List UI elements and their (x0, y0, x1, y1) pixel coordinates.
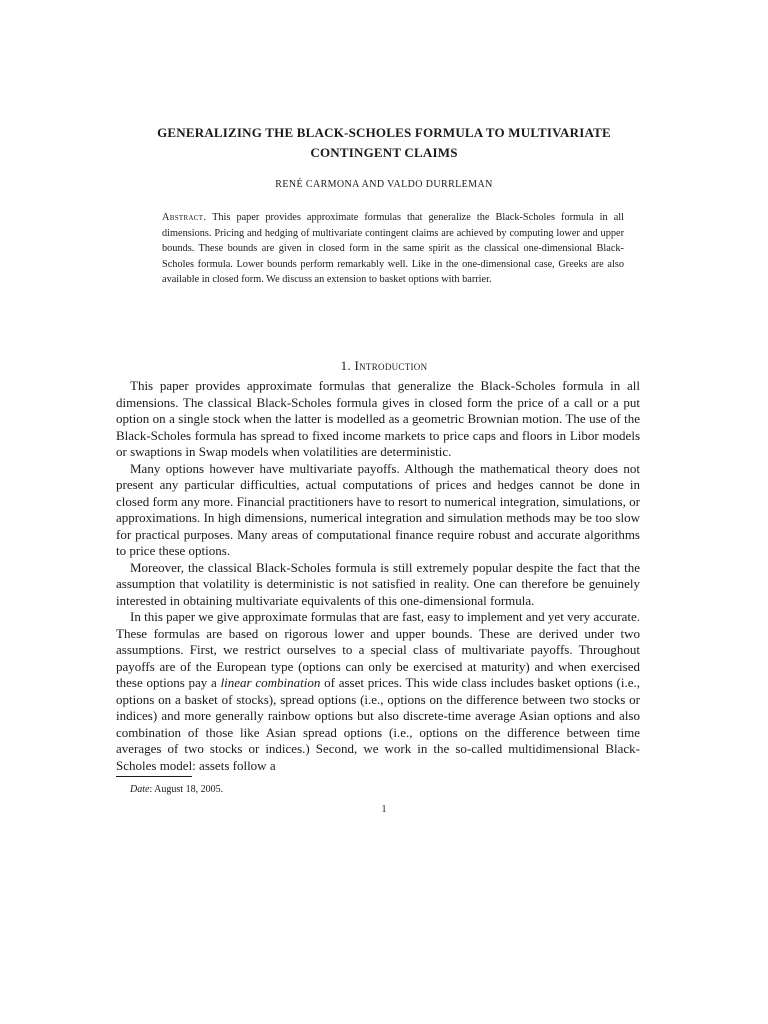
paragraph: Moreover, the classical Black-Scholes formula is still extremely popular despite the fact that the assumption that volatility is deterministic is not satisfied in reality. One can therefore be genuinely interested in obtaining multivariate equivalents of this one-dimensional formula. (116, 559, 640, 608)
section-heading (100, 358, 668, 374)
page-number: 1 (381, 804, 387, 815)
footnote-rule (116, 776, 192, 777)
paragraph: Many options however have multivariate payoffs. Although the mathematical theory does not present any particular difficulties, actual computations of prices and hedges cannot be done in closed form any more. Financial practitioners have to resort to numerical integration, simulations, or approximations. In high dimensions, numerical integration and simulation methods may be too slow for practical purposes. Many areas of computational finance require robust and accurate algorithms to price these options. (116, 460, 640, 558)
paragraph: This paper provides approximate formulas that generalize the Black-Scholes formula in all dimensions. The classical Black-Scholes formula gives in closed form the price of a call or a put option on a single stock when the latter is modelled as a geometric Brownian motion. The use of the Black-Scholes formula has spread to fixed income markets to price caps and floors in Libor models or swaptions in Swap models when volatilities are deterministic. (116, 378, 640, 459)
paragraph-text: of asset prices. This wide class includes basket options (i.e., options on a basket of stocks), spread options (i.e., options on the difference between two stocks or indices) and more generally rainbow options but also discrete-time average Asian options and also combination of those like Asian spread options (i.e., options on the difference between time averages of two stocks or indices.) Second, we work in the so-called multidimensional Black-Scholes model: assets follow a (116, 675, 641, 773)
section-number: 1. (340, 358, 351, 373)
footnote-text: : August 18, 2005. (149, 784, 224, 795)
title-line-1: GENERALIZING THE BLACK-SCHOLES FORMULA TO MULTIVARIATE (157, 125, 611, 140)
paragraph-text: In this paper we give approximate formulas that are fast, easy to implement and yet very accurate. These formulas are based on rigorous lower and upper bounds. These are derived under two assumptions. First, we restrict ourselves to a special class of multivariate payoffs. Throughout payoffs are of the European type (options can only be exercised at maturity) and when exercised these options pay a (116, 609, 640, 690)
title-line-2: CONTINGENT CLAIMS (310, 145, 458, 160)
abstract-text: This paper provides approximate formulas that generalize the Black-Scholes formula in all dimensions. Pricing and hedging of multivariate contingent claims are achieved by computing lower and upper bounds. These bounds are given in closed form in the same spirit as the classical one-dimensional Black-Scholes formula. Lower bounds perform remarkably well. Like in the one-dimensional case, Greeks are also available in closed form. We discuss an extension to basket options with barrier. (162, 212, 625, 286)
abstract (162, 210, 624, 288)
paragraph (116, 609, 640, 774)
authors: RENÉ CARMONA AND VALDO DURRLEMAN (275, 179, 493, 190)
emphasis-text: linear combination (220, 675, 321, 690)
abstract-label: Abstract. (162, 212, 207, 223)
footnote (130, 784, 223, 795)
paper-title (100, 123, 668, 163)
footnote-label: Date (130, 784, 150, 795)
section-title: Introduction (354, 358, 428, 373)
body-text (116, 378, 640, 774)
